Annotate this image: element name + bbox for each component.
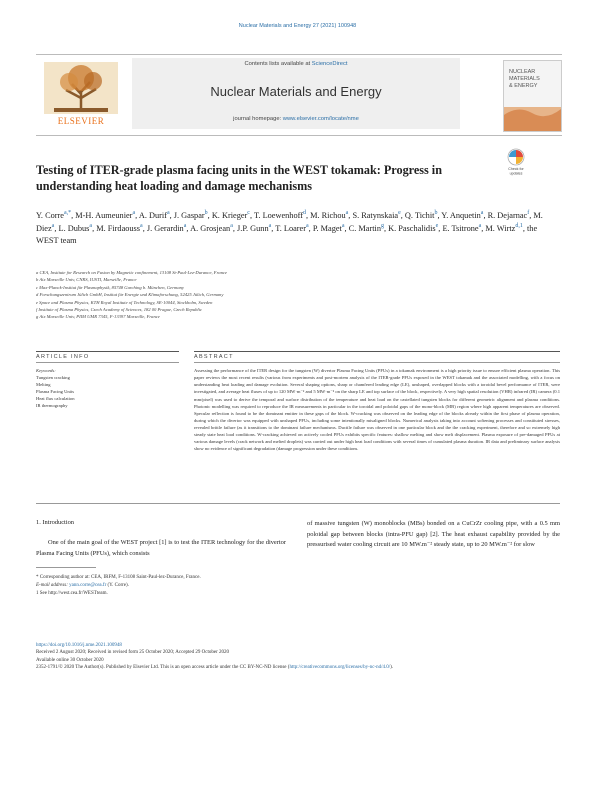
author[interactable]: K. Paschalidis$^e$ [388,223,439,234]
keywords-heading: Keywords: [36,368,56,373]
email-note [36,582,291,590]
author[interactable]: M. Diez$^a$ [36,210,543,234]
author[interactable]: E. Tsitrone$^a$ [442,223,482,234]
keywords-block [36,368,179,409]
author: the WEST team [36,224,538,245]
crossmark-line-1: Check for [508,167,524,171]
affiliation: a CEA, Institute for Research on Fusion by Magnetic confinement, 13108 St-Paul-Lez-Durance, France [36,270,228,275]
author[interactable]: A. Grosjean$^a$ [190,223,233,234]
author[interactable]: R. Dejarnac$^f$ [487,210,530,220]
footnotes [36,574,291,598]
keyword: Plasma Facing Units [36,388,75,394]
email-link[interactable]: yann.corre@cea.fr [69,583,107,588]
author[interactable]: Y. Corre$^{a,*}$ [36,210,72,220]
affiliation: f Institute of Plasma Physics, Czech Academy of Sciences, 182 00 Prague, Czech Republic [36,307,203,313]
author[interactable]: J. Gaspar$^b$ [173,210,208,220]
license-suffix: ). [390,665,394,671]
license-link[interactable]: http://creativecommons.org/licenses/by-nc-nd/4.0/ [289,665,391,671]
affiliation: g Aix Marseille Univ, PIIM UMR 7345, F-13397 Marseille, France [36,314,160,320]
article-info-heading: ARTICLE INFO [36,354,90,360]
contents-line [132,61,460,67]
author[interactable]: Y. Anquetin$^a$ [441,210,484,220]
keyword: Melting [36,381,51,387]
publisher-wordmark: ELSEVIER [57,116,105,126]
license-line [36,664,560,671]
author[interactable]: M. Richou$^a$ [310,210,349,220]
homepage-prefix: journal homepage: [233,116,283,122]
affiliations [36,269,558,321]
journal-cover-thumbnail[interactable] [503,60,562,132]
affiliation: d Forschungszentrum Jülich GmbH, Institut für Energie und Klimaforschung, 52425 Jülich, Germany [36,292,224,298]
homepage-link[interactable]: www.elsevier.com/locate/nme [282,116,359,122]
received-dates: Received 2 August 2020; Received in revised form 25 October 2020; Accepted 29 October 2020 [36,650,230,656]
article-info-rule [36,351,179,352]
email-suffix: (Y. Corre). [106,583,129,588]
contents-prefix: Contents lists available at [244,61,312,67]
crossmark-icon[interactable] [502,147,530,177]
author[interactable]: M. Firdaouss$^a$ [96,223,143,234]
author[interactable]: C. Martin$^g$ [348,223,384,234]
author[interactable]: T. Loewenhoff$^d$ [253,210,306,220]
doi-link[interactable]: https://doi.org/10.1016/j.nme.2021.100948 [36,643,122,648]
affiliation: c Max-Planck-Institut für Plasmaphysik, 85748 Garching b. München, Germany [36,284,184,290]
affiliation: b Aix Marseille Univ, CNRS, IUSTI, Marseille, France [36,277,137,283]
author[interactable]: Q. Tichit$^b$ [404,210,438,220]
keyword: IR thermography [36,402,68,408]
intro-paragraph-col1: One of the main goal of the WEST project [1] is to test the ITER technology for the divertor Plasma Facing Units (PFUs), which consists [36,539,286,557]
footnote-1: 1 See http://west.cea.fr/WESTteam. [36,591,108,596]
author[interactable]: L. Dubus$^a$ [58,223,93,234]
keyword: Tungsten cracking [36,374,70,380]
author[interactable]: M. Wirtz$^{d,1}$ [485,223,523,234]
abstract-text: Assessing the performance of the ITER design for the tungsten (W) divertor Plasma Facing Units (PFUs) in a tokamak environment is a high priority issue to ensure efficient plasma operation. This paper reviews the most recent results (various from experiments and post-mortem analysis of the ITER-grade PFUs exposed in the WEST tokamak and the associated modelling, with a focus on understanding heat loading and damage evolution. Several shaping options, sharp or chamfered leading edge (LE), unshaped, overlapped blocks with a toroidal bevel performance of ITER, were investigated, and average heat fluxes of up to 120 MW·m⁻² and 5 MW·m⁻² on the sharp LE and top surface of the block, respectively. A very high spatial resolution (VHR) infrared (IR) camera (0.1 mm/pixel) was used to derive the temporal and surface distribution of the temperature and heat load on the castellated tungsten blocks for different geometric alignment and plasma conditions. Photonic modelling was required to reproduce the IR measurements in particular in the toroidal and poloidal gaps of the mono-block (MB) region where high apparent temperatures are observed. Specular reflection is found to be the dominant emitter in these gaps of the block. W-cracking was observed on the leading edge of the blocks already within the first phase of plasma operation, during which the divertor was equipped with unshaped PFUs, including some intentionally misaligned blocks. Numerical analysis taking into account softening processes and constituted stresses, revealed brittle failure (as it transitions to the dominant failure mechanisms. Ductile failure was observed in one particular block and the the cracking experiment, therefore and so extremely high steady state heat load conditions. W-cracking achieved on actively cooled PFUs exhibits specific features: shallow melting and show melt displacement. Plasma exposure of pre-damaged PFUs at various damage levels (crack network and melted droplets) was carried out under high heat load conditions with several times of cumulated plasma duration. IR data and preliminary surface analysis show no evidence of significant degradation (damage progression under these conditions. [194,368,560,452]
abstract-rule [194,351,560,352]
affiliation: e Space and Plasma Physics, KTH Royal Institute of Technology, SE-10044, Stockholm, Sweden [36,299,213,305]
article-title: Testing of ITER-grade plasma facing units in the WEST tokamak: Progress in understanding heat loading and damage mechanisms [36,163,442,193]
sciencedirect-link[interactable]: ScienceDirect [311,61,348,67]
author[interactable]: P. Maget$^a$ [312,223,345,234]
email-label: E-mail address: [36,583,70,588]
license-prefix: 2352-1791/© 2020 The Author(s). Published by Elsevier Ltd. This is an open access article under the CC BY-NC-ND license ( [36,665,290,671]
cover-art [504,61,561,131]
author[interactable]: J.P. Gunn$^a$ [237,223,272,234]
cover-line-1: NUCLEAR [509,69,536,75]
author[interactable]: A. Durif$^a$ [138,210,170,220]
intro-paragraph-col2: of massive tungsten (W) monoblocks (MBs) bonded on a CuCrZr cooling pipe, with a 0.5 mm poloidal gap between blocks (intra-PFU gap) [2]. The heat exhaust capability provided by the pressurised water cooling circuit are 10 MW.m⁻² steady state, up to 20 MW.m⁻² for slow [307,520,560,548]
author[interactable]: S. Ratynskaia$^e$ [352,210,401,220]
available-online: Available online 30 October 2020 [36,657,104,663]
author[interactable]: K. Krieger$^c$ [211,210,250,220]
author[interactable]: M-H. Aumeunier$^a$ [75,210,136,220]
author[interactable]: T. Loarer$^a$ [275,223,309,234]
keyword: Heat flux calculation [36,395,75,401]
corresponding-author-note: * Corresponding author at: CEA, IRFM, F-13108 Saint-Paul-lez-Durance, France. [36,575,201,580]
author-list: Y. Corre$^{a,*}$, M-H. Aumeunier$^a$, A. Durif$^a$, J. Gaspar$^b$, K. Krieger$^c$, T. Loewenhoff$^d$, M. Richou$^a$, S. Ratynskaia$^e$, Q. Tichit$^b$, Y. Anquetin$^a$, R. Dejarnac$^f$, M. Diez$^a$, L. Dubus$^a$, M. Firdaouss$^a$, J. Gerardin$^a$, A. Grosjean$^a$, J.P. Gunn$^a$, T. Loarer$^a$, P. Maget$^a$, C. Martin$^g$, K. Paschalidis$^e$, E. Tsitrone$^a$, M. Wirtz$^{d,1}$, the WEST team [36,210,543,245]
author[interactable]: J. Gerardin$^a$ [146,223,187,234]
abstract-heading: ABSTRACT [194,354,234,360]
homepage-line [132,116,460,122]
journal-reference[interactable]: Nuclear Materials and Energy 27 (2021) 100948 [238,23,357,29]
cover-line-3: & ENERGY [509,83,538,89]
article-history [36,642,560,672]
journal-name: Nuclear Materials and Energy [210,84,382,99]
crossmark-line-2: updates [509,171,523,176]
section-heading-introduction: 1. Introduction [36,519,74,526]
cover-line-2: MATERIALS [509,76,540,82]
